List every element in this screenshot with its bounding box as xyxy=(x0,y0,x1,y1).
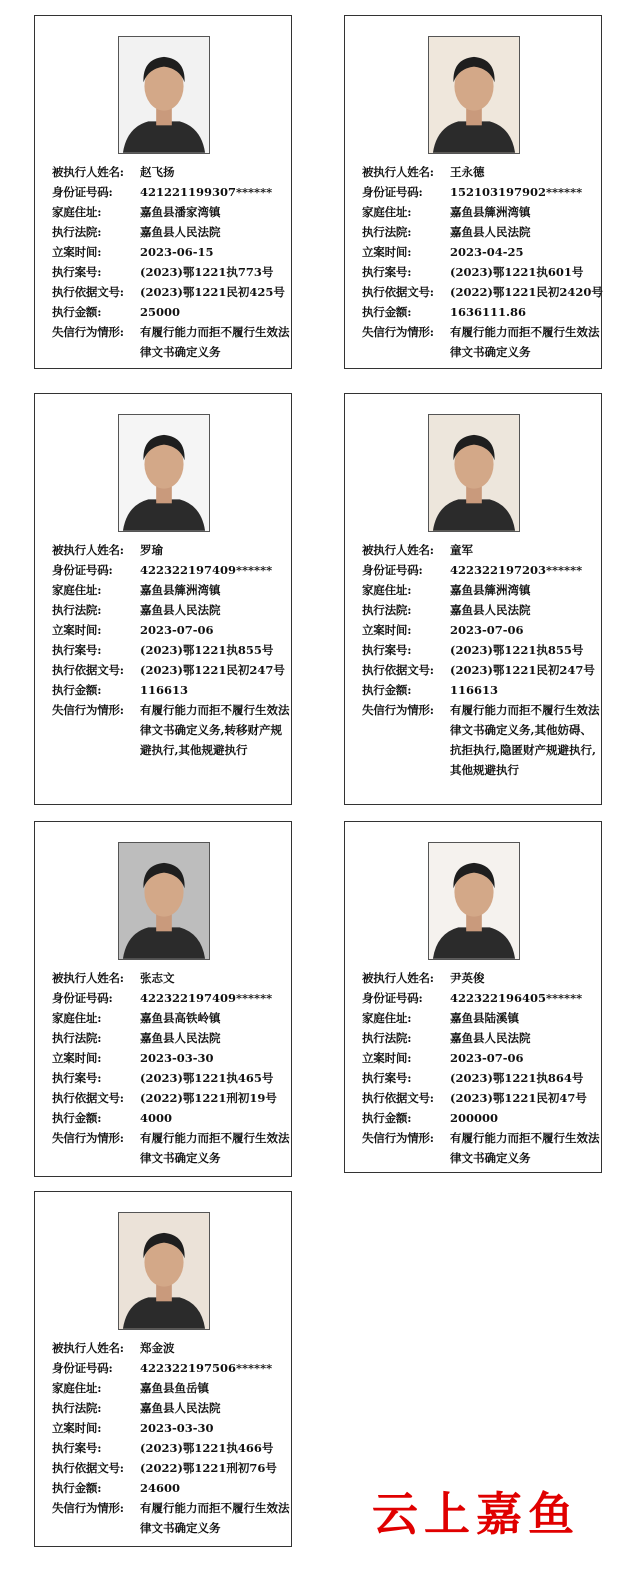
field-row-case_no xyxy=(52,640,290,660)
field-row-amount xyxy=(362,302,603,322)
field-label-id: 身份证号码: xyxy=(362,563,423,577)
field-label-court: 执行法院: xyxy=(52,225,102,239)
field-label-filed: 立案时间: xyxy=(362,1051,412,1065)
person-card xyxy=(34,821,292,1177)
field-row-court xyxy=(362,222,603,242)
field-value-reason: 有履行能力而拒不履行生效法律文书确定义务 xyxy=(450,325,600,359)
field-row-case_no xyxy=(362,640,600,660)
person-silhouette-icon xyxy=(429,415,519,531)
field-value-name: 尹英俊 xyxy=(450,971,485,985)
field-value-case_no: (2023)鄂1221执601号 xyxy=(450,265,584,279)
field-label-court: 执行法院: xyxy=(362,1031,412,1045)
field-label-basis: 执行依据文号: xyxy=(52,1461,124,1475)
field-value-amount: 200000 xyxy=(450,1111,499,1125)
field-value-name: 赵飞扬 xyxy=(140,165,175,179)
field-value-amount: 1636111.86 xyxy=(450,305,527,319)
field-value-court: 嘉鱼县人民法院 xyxy=(450,1031,531,1045)
field-row-reason xyxy=(52,1498,290,1538)
field-row-filed xyxy=(52,1418,290,1438)
field-row-basis xyxy=(52,282,290,302)
portrait-photo xyxy=(118,414,210,532)
field-label-filed: 立案时间: xyxy=(52,623,102,637)
field-label-reason: 失信行为情形: xyxy=(52,1131,124,1145)
field-value-id: 422322196405****** xyxy=(450,991,583,1005)
field-label-address: 家庭住址: xyxy=(362,1011,412,1025)
field-label-address: 家庭住址: xyxy=(52,1381,102,1395)
field-row-court xyxy=(52,222,290,242)
field-row-reason xyxy=(362,1128,600,1168)
field-value-reason: 有履行能力而拒不履行生效法律文书确定义务,其他妨碍、抗拒执行,隐匿财产规避执行,其他规避执行 xyxy=(450,703,600,777)
field-row-id xyxy=(52,1358,290,1378)
field-label-reason: 失信行为情形: xyxy=(362,703,434,717)
field-value-id: 422322197506****** xyxy=(140,1361,273,1375)
field-value-id: 422322197409****** xyxy=(140,991,273,1005)
field-label-filed: 立案时间: xyxy=(362,245,412,259)
field-value-amount: 25000 xyxy=(140,305,181,319)
field-label-name: 被执行人姓名: xyxy=(52,543,124,557)
field-value-amount: 116613 xyxy=(140,683,189,697)
person-silhouette-icon xyxy=(429,37,519,153)
person-info xyxy=(362,540,600,780)
field-row-court xyxy=(52,1398,290,1418)
field-value-id: 421221199307****** xyxy=(140,185,273,199)
field-row-name xyxy=(362,540,600,560)
field-label-reason: 失信行为情形: xyxy=(52,703,124,717)
field-row-address xyxy=(52,202,290,222)
person-silhouette-icon xyxy=(429,843,519,959)
field-label-amount: 执行金额: xyxy=(52,683,102,697)
field-label-name: 被执行人姓名: xyxy=(52,971,124,985)
field-row-basis xyxy=(362,660,600,680)
field-label-case_no: 执行案号: xyxy=(52,1441,102,1455)
field-row-amount xyxy=(52,680,290,700)
field-row-filed xyxy=(362,1048,600,1068)
field-row-address xyxy=(362,1008,600,1028)
field-label-court: 执行法院: xyxy=(362,603,412,617)
field-value-court: 嘉鱼县人民法院 xyxy=(140,1031,221,1045)
person-silhouette-icon xyxy=(119,843,209,959)
portrait-photo xyxy=(118,1212,210,1330)
field-label-case_no: 执行案号: xyxy=(52,265,102,279)
field-label-case_no: 执行案号: xyxy=(52,643,102,657)
field-value-address: 嘉鱼县簰洲湾镇 xyxy=(140,583,221,597)
field-row-case_no xyxy=(52,262,290,282)
field-row-case_no xyxy=(52,1438,290,1458)
field-value-filed: 2023-07-06 xyxy=(140,623,214,637)
field-label-case_no: 执行案号: xyxy=(362,265,412,279)
field-row-id xyxy=(52,182,290,202)
field-value-court: 嘉鱼县人民法院 xyxy=(450,225,531,239)
field-value-address: 嘉鱼县潘家湾镇 xyxy=(140,205,221,219)
field-row-address xyxy=(362,202,603,222)
field-value-basis: (2023)鄂1221民初47号 xyxy=(450,1091,587,1105)
field-row-filed xyxy=(52,1048,290,1068)
field-label-basis: 执行依据文号: xyxy=(52,1091,124,1105)
field-label-basis: 执行依据文号: xyxy=(52,285,124,299)
field-row-id xyxy=(52,560,290,580)
portrait-photo xyxy=(428,36,520,154)
field-row-reason xyxy=(52,700,290,760)
field-label-address: 家庭住址: xyxy=(52,205,102,219)
field-value-id: 152103197902****** xyxy=(450,185,583,199)
field-row-name xyxy=(52,162,290,182)
field-label-basis: 执行依据文号: xyxy=(362,1091,434,1105)
field-row-case_no xyxy=(362,262,603,282)
field-value-basis: (2023)鄂1221民初247号 xyxy=(140,663,285,677)
field-label-filed: 立案时间: xyxy=(52,1421,102,1435)
field-value-address: 嘉鱼县陆溪镇 xyxy=(450,1011,519,1025)
field-value-court: 嘉鱼县人民法院 xyxy=(140,1401,221,1415)
portrait-photo xyxy=(428,414,520,532)
field-row-basis xyxy=(52,1088,290,1108)
person-card xyxy=(344,821,602,1173)
field-value-case_no: (2023)鄂1221执864号 xyxy=(450,1071,584,1085)
field-label-id: 身份证号码: xyxy=(52,1361,113,1375)
field-value-reason: 有履行能力而拒不履行生效法律文书确定义务 xyxy=(140,1501,290,1535)
field-row-court xyxy=(52,600,290,620)
field-label-amount: 执行金额: xyxy=(362,683,412,697)
portrait-photo xyxy=(118,842,210,960)
field-row-reason xyxy=(362,322,603,362)
field-label-address: 家庭住址: xyxy=(52,583,102,597)
person-card xyxy=(344,15,602,369)
field-value-reason: 有履行能力而拒不履行生效法律文书确定义务 xyxy=(450,1131,600,1165)
person-info xyxy=(362,968,600,1168)
person-silhouette-icon xyxy=(119,37,209,153)
field-label-id: 身份证号码: xyxy=(52,991,113,1005)
field-label-address: 家庭住址: xyxy=(362,205,412,219)
field-label-amount: 执行金额: xyxy=(362,305,412,319)
field-row-name xyxy=(362,162,603,182)
field-value-case_no: (2023)鄂1221执773号 xyxy=(140,265,274,279)
field-value-court: 嘉鱼县人民法院 xyxy=(140,603,221,617)
field-label-amount: 执行金额: xyxy=(52,1111,102,1125)
field-value-name: 罗瑜 xyxy=(140,543,163,557)
person-card xyxy=(34,1191,292,1547)
field-value-reason: 有履行能力而拒不履行生效法律文书确定义务 xyxy=(140,325,290,359)
field-value-filed: 2023-07-06 xyxy=(450,1051,524,1065)
field-row-filed xyxy=(362,242,603,262)
field-value-amount: 24600 xyxy=(140,1481,181,1495)
field-row-amount xyxy=(362,1108,600,1128)
field-label-case_no: 执行案号: xyxy=(362,643,412,657)
field-value-basis: (2022)鄂1221民初2420号 xyxy=(450,285,603,299)
field-value-basis: (2022)鄂1221刑初19号 xyxy=(140,1091,277,1105)
person-info xyxy=(52,162,290,362)
field-value-name: 张志文 xyxy=(140,971,175,985)
field-value-address: 嘉鱼县簰洲湾镇 xyxy=(450,205,531,219)
field-value-id: 422322197203****** xyxy=(450,563,583,577)
field-label-court: 执行法院: xyxy=(52,603,102,617)
field-row-basis xyxy=(362,1088,600,1108)
field-label-address: 家庭住址: xyxy=(362,583,412,597)
field-row-address xyxy=(52,580,290,600)
field-value-basis: (2023)鄂1221民初247号 xyxy=(450,663,595,677)
field-row-court xyxy=(362,1028,600,1048)
field-value-court: 嘉鱼县人民法院 xyxy=(450,603,531,617)
field-value-amount: 116613 xyxy=(450,683,499,697)
field-value-reason: 有履行能力而拒不履行生效法律文书确定义务,转移财产规避执行,其他规避执行 xyxy=(140,703,290,757)
person-info xyxy=(52,968,290,1168)
field-row-filed xyxy=(52,620,290,640)
field-label-name: 被执行人姓名: xyxy=(362,543,434,557)
field-label-name: 被执行人姓名: xyxy=(362,971,434,985)
field-label-basis: 执行依据文号: xyxy=(362,663,434,677)
field-value-basis: (2023)鄂1221民初425号 xyxy=(140,285,285,299)
field-label-court: 执行法院: xyxy=(52,1401,102,1415)
field-label-court: 执行法院: xyxy=(362,225,412,239)
field-row-amount xyxy=(52,1108,290,1128)
field-label-court: 执行法院: xyxy=(52,1031,102,1045)
field-label-id: 身份证号码: xyxy=(362,185,423,199)
field-row-amount xyxy=(52,302,290,322)
field-value-case_no: (2023)鄂1221执465号 xyxy=(140,1071,274,1085)
field-label-name: 被执行人姓名: xyxy=(52,1341,124,1355)
field-row-case_no xyxy=(362,1068,600,1088)
field-value-filed: 2023-03-30 xyxy=(140,1421,214,1435)
person-info xyxy=(362,162,603,362)
field-row-reason xyxy=(362,700,600,780)
field-label-reason: 失信行为情形: xyxy=(362,1131,434,1145)
field-value-address: 嘉鱼县鱼岳镇 xyxy=(140,1381,209,1395)
field-value-address: 嘉鱼县高铁岭镇 xyxy=(140,1011,221,1025)
field-label-name: 被执行人姓名: xyxy=(52,165,124,179)
field-value-case_no: (2023)鄂1221执855号 xyxy=(140,643,274,657)
field-row-filed xyxy=(362,620,600,640)
person-silhouette-icon xyxy=(119,1213,209,1329)
person-info xyxy=(52,540,290,760)
field-label-basis: 执行依据文号: xyxy=(52,663,124,677)
field-row-id xyxy=(362,182,603,202)
field-value-filed: 2023-07-06 xyxy=(450,623,524,637)
yunshang-jiayu-logo: 云上嘉鱼 xyxy=(372,1487,580,1541)
field-label-case_no: 执行案号: xyxy=(362,1071,412,1085)
field-row-basis xyxy=(362,282,603,302)
field-row-address xyxy=(52,1008,290,1028)
field-label-filed: 立案时间: xyxy=(362,623,412,637)
field-row-reason xyxy=(52,1128,290,1168)
field-row-id xyxy=(52,988,290,1008)
portrait-photo xyxy=(428,842,520,960)
field-value-court: 嘉鱼县人民法院 xyxy=(140,225,221,239)
field-value-basis: (2022)鄂1221刑初76号 xyxy=(140,1461,277,1475)
field-value-name: 童军 xyxy=(450,543,473,557)
field-row-name xyxy=(52,1338,290,1358)
field-label-amount: 执行金额: xyxy=(362,1111,412,1125)
field-label-amount: 执行金额: xyxy=(52,1481,102,1495)
field-row-address xyxy=(52,1378,290,1398)
field-row-case_no xyxy=(52,1068,290,1088)
field-value-filed: 2023-06-15 xyxy=(140,245,214,259)
field-row-filed xyxy=(52,242,290,262)
person-card xyxy=(344,393,602,805)
person-info xyxy=(52,1338,290,1538)
field-row-basis xyxy=(52,1458,290,1478)
field-label-filed: 立案时间: xyxy=(52,1051,102,1065)
field-label-name: 被执行人姓名: xyxy=(362,165,434,179)
portrait-photo xyxy=(118,36,210,154)
field-label-basis: 执行依据文号: xyxy=(362,285,434,299)
field-row-name xyxy=(52,968,290,988)
field-value-id: 422322197409****** xyxy=(140,563,273,577)
field-value-case_no: (2023)鄂1221执466号 xyxy=(140,1441,274,1455)
field-row-id xyxy=(362,988,600,1008)
field-row-amount xyxy=(362,680,600,700)
field-label-address: 家庭住址: xyxy=(52,1011,102,1025)
field-value-amount: 4000 xyxy=(140,1111,173,1125)
field-row-reason xyxy=(52,322,290,362)
field-row-name xyxy=(52,540,290,560)
field-value-reason: 有履行能力而拒不履行生效法律文书确定义务 xyxy=(140,1131,290,1165)
field-label-amount: 执行金额: xyxy=(52,305,102,319)
field-row-court xyxy=(362,600,600,620)
field-label-case_no: 执行案号: xyxy=(52,1071,102,1085)
field-value-case_no: (2023)鄂1221执855号 xyxy=(450,643,584,657)
field-row-address xyxy=(362,580,600,600)
field-value-address: 嘉鱼县簰洲湾镇 xyxy=(450,583,531,597)
field-row-amount xyxy=(52,1478,290,1498)
field-value-name: 王永德 xyxy=(450,165,485,179)
field-row-basis xyxy=(52,660,290,680)
field-label-reason: 失信行为情形: xyxy=(362,325,434,339)
field-value-filed: 2023-03-30 xyxy=(140,1051,214,1065)
person-card xyxy=(34,393,292,805)
field-row-id xyxy=(362,560,600,580)
person-card xyxy=(34,15,292,369)
person-silhouette-icon xyxy=(119,415,209,531)
field-label-reason: 失信行为情形: xyxy=(52,1501,124,1515)
field-label-filed: 立案时间: xyxy=(52,245,102,259)
field-row-name xyxy=(362,968,600,988)
field-label-id: 身份证号码: xyxy=(52,185,113,199)
field-row-court xyxy=(52,1028,290,1048)
field-label-reason: 失信行为情形: xyxy=(52,325,124,339)
field-label-id: 身份证号码: xyxy=(52,563,113,577)
field-value-name: 郑金波 xyxy=(140,1341,175,1355)
field-value-filed: 2023-04-25 xyxy=(450,245,524,259)
field-label-id: 身份证号码: xyxy=(362,991,423,1005)
